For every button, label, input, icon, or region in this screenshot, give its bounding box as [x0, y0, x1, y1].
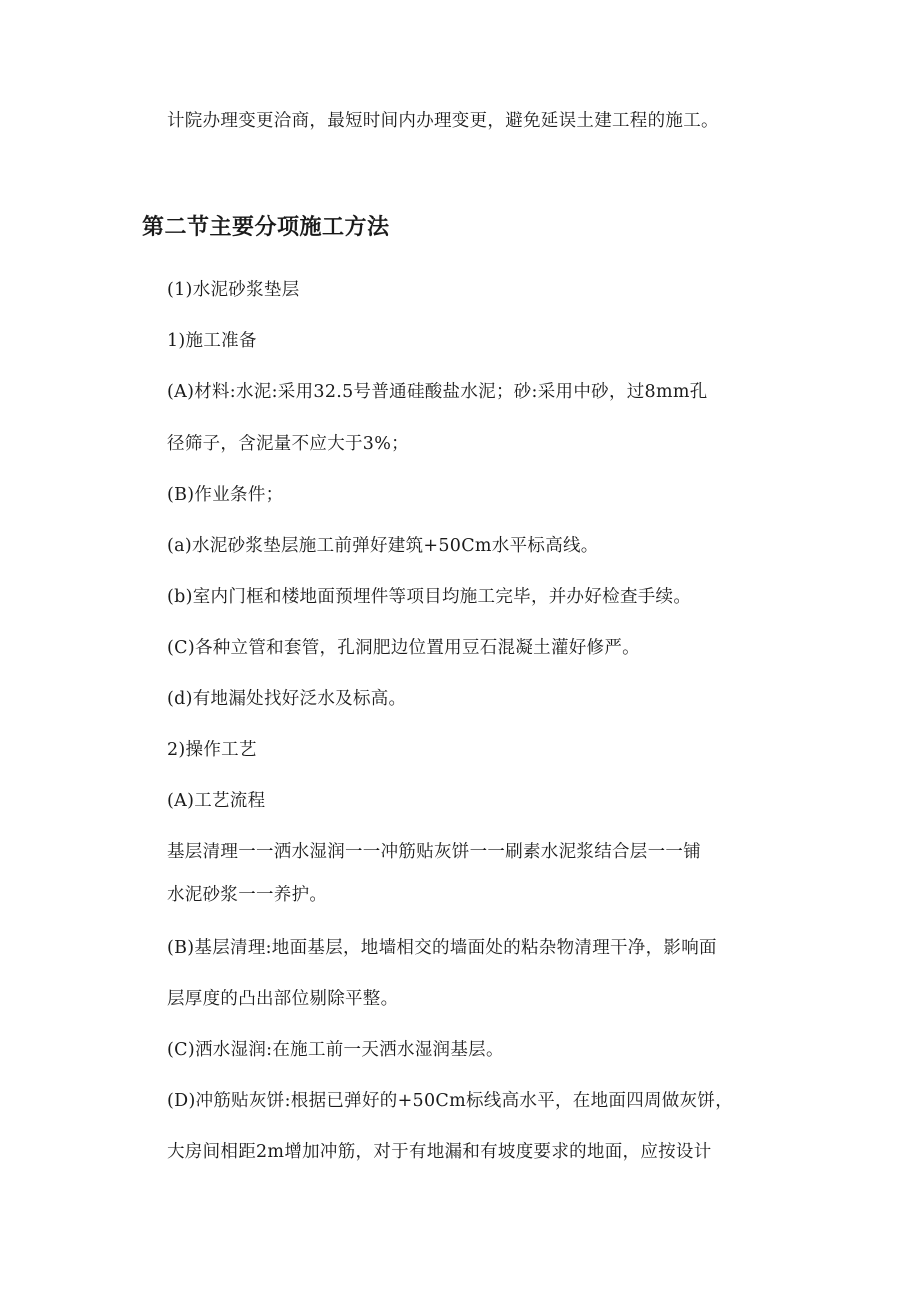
list-item-c: (C)各种立管和套管，孔洞肥边位置用豆石混凝土灌好修严。	[167, 638, 640, 658]
list-item-d: (d)有地漏处找好泛水及标高。	[167, 689, 407, 709]
list-item-a: (a)水泥砂浆垫层施工前弹好建筑+50Cm水平标高线。	[167, 536, 599, 556]
step-heading-process: 2)操作工艺	[167, 740, 257, 760]
paragraph-base-cleaning-line-2: 层厚度的凸出部位剔除平整。	[167, 989, 399, 1009]
paragraph-screeding-line-1: (D)冲筋贴灰饼:根据已弹好的+50Cm标线高水平，在地面四周做灰饼，	[167, 1091, 733, 1111]
list-item-b: (b)室内门框和楼地面预埋件等项目均施工完毕，并办好检查手续。	[167, 587, 692, 607]
paragraph-wetting: (C)洒水湿润:在施工前一天洒水湿润基层。	[167, 1040, 504, 1060]
paragraph-screeding-line-2: 大房间相距2m增加冲筋，对于有地漏和有坡度要求的地面，应按设计	[167, 1142, 712, 1162]
subsection-heading-1: (1)水泥砂浆垫层	[167, 280, 300, 300]
paragraph-base-cleaning-line-1: (B)基层清理:地面基层，地墙相交的墙面处的粘杂物清理干净，影响面	[167, 938, 717, 958]
paragraph-flow-heading: (A)工艺流程	[167, 791, 266, 811]
paragraph-flow-line-1: 基层清理一一洒水湿润一一冲筋贴灰饼一一刷素水泥浆结合层一一铺	[167, 842, 701, 862]
paragraph-flow-line-2: 水泥砂浆一一养护。	[167, 885, 328, 905]
section-title: 第二节主要分项施工方法	[142, 215, 390, 240]
paragraph-materials-line-1: (A)材料:水泥:采用32.5号普通硅酸盐水泥；砂:采用中砂，过8mm孔	[167, 382, 708, 402]
step-heading-prep: 1)施工准备	[167, 331, 257, 351]
paragraph-conditions: (B)作业条件；	[167, 485, 284, 505]
intro-paragraph-line: 计院办理变更洽商，最短时间内办理变更，避免延误土建工程的施工。	[167, 111, 719, 131]
paragraph-materials-line-2: 径筛子，含泥量不应大于3%；	[167, 434, 409, 454]
